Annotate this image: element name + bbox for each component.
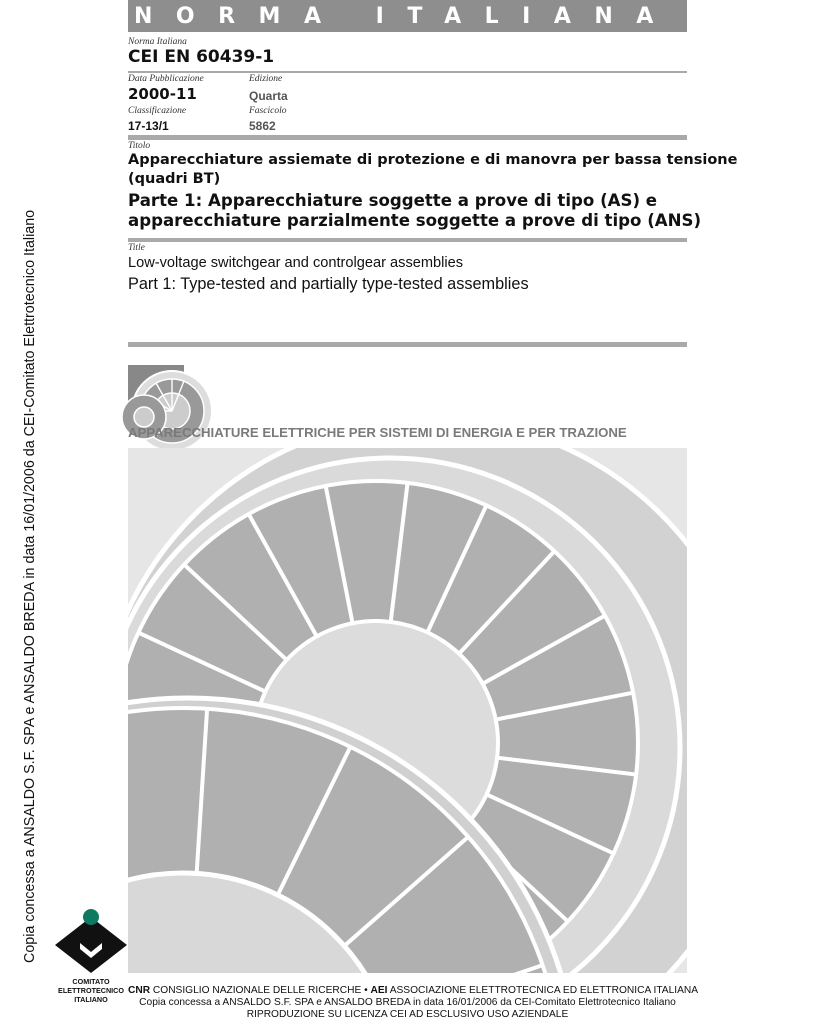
cnr-abbrev: CNR [128, 985, 151, 996]
divider [128, 135, 687, 140]
divider [128, 342, 687, 347]
logo-line-3: ITALIANO [74, 995, 108, 1004]
lower-ring-spoke [60, 728, 113, 884]
data-value: 2000-11 [128, 85, 197, 103]
edizione-label: Edizione [249, 74, 283, 84]
cei-logo-icon [52, 905, 130, 975]
logo-caption [52, 977, 130, 1004]
parte-line-1: Parte 1: Apparecchiature soggette a prove di tipo (AS) e [128, 191, 658, 210]
ring-segments-thumbnail-icon [128, 365, 184, 418]
title-label: Title [128, 243, 145, 253]
aei-text: ASSOCIAZIONE ELETTROTECNICA ED ELETTRONICA ITALIANA [387, 985, 699, 996]
title-en-line-1: Low-voltage switchgear and controlgear assemblies [128, 255, 464, 271]
norma-label: Norma Italiana [128, 37, 187, 47]
category-heading: APPARECCHIATURE ELETTRICHE PER SISTEMI DI ENERGIA E PER TRAZIONE [128, 425, 627, 440]
footer-line-2: Copia concessa a ANSALDO S.F. SPA e ANSALDO BREDA in data 16/01/2006 da CEI-Comitato Elettrotecnico Italiano [139, 997, 676, 1008]
cover-artwork [128, 448, 687, 973]
titolo-label: Titolo [128, 141, 151, 151]
footer-line-1 [128, 985, 699, 997]
norma-number: CEI EN 60439-1 [128, 47, 275, 67]
fascicolo-value: 5862 [249, 119, 276, 133]
edizione-value: Quarta [249, 89, 288, 103]
aei-abbrev: AEI [370, 985, 388, 996]
side-copyright-text: Copia concessa a ANSALDO S.F. SPA e ANSALDO BREDA in data 16/01/2006 da CEI-Comitato Elettrotecnico Italiano [22, 209, 38, 963]
titolo-line-1: Apparecchiature assiemate di protezione e di manovra per bassa tensione [128, 152, 738, 168]
titolo-line-2: (quadri BT) [128, 171, 221, 187]
logo-line-1: COMITATO [72, 977, 110, 986]
footer-line-3: RIPRODUZIONE SU LICENZA CEI AD ESCLUSIVO USO AZIENDALE [246, 1009, 569, 1020]
logo-line-2: ELETTROTECNICO [58, 986, 124, 995]
classificazione-value: 17-13/1 [128, 119, 169, 133]
divider [128, 238, 687, 242]
title-en-line-2: Part 1: Type-tested and partially type-tested assemblies [128, 275, 529, 293]
divider [128, 71, 687, 73]
header-banner: NORMA ITALIANA CEI [128, 0, 687, 32]
cnr-text: CONSIGLIO NAZIONALE DELLE RICERCHE • [150, 985, 371, 996]
data-label: Data Pubblicazione [128, 74, 204, 84]
fascicolo-label: Fascicolo [249, 106, 287, 116]
parte-line-2: apparecchiature parzialmente soggette a prove di tipo (ANS) [128, 211, 702, 230]
classificazione-label: Classificazione [128, 106, 187, 116]
